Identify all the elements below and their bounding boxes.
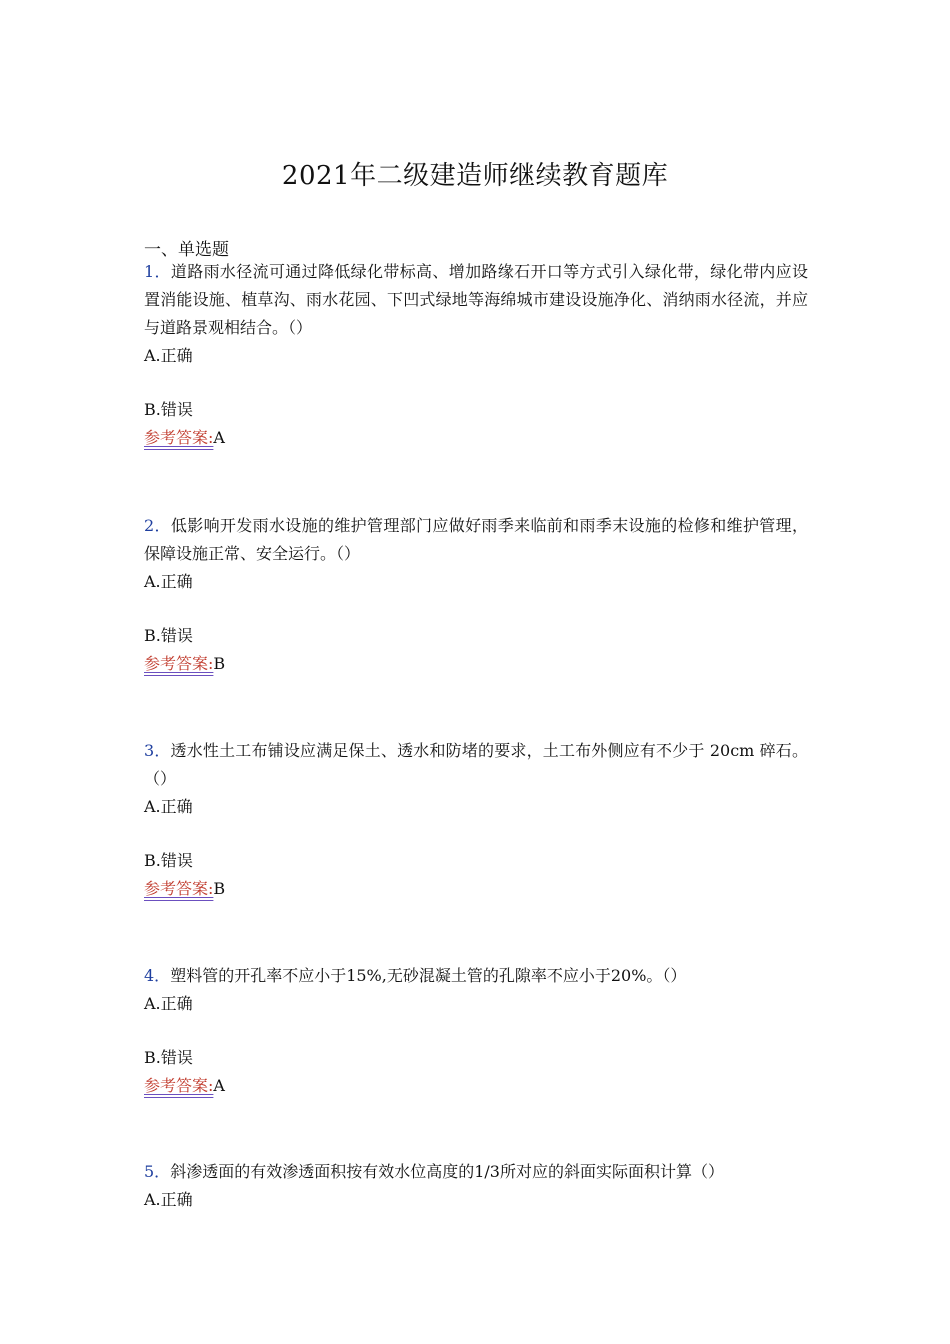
option-b: B.错误 [144, 626, 193, 645]
option-a: A.正确 [144, 346, 193, 365]
answer-line [144, 650, 808, 678]
question-text [144, 737, 808, 793]
question-number: 5． [144, 1162, 171, 1181]
option-b: B.错误 [144, 1048, 193, 1067]
question-body: 透水性土工布铺设应满足保土、透水和防堵的要求，土工布外侧应有不少于 20cm 碎石。（） [144, 741, 808, 788]
question-2 [144, 512, 808, 678]
option-b: B.错误 [144, 851, 193, 870]
question-5 [144, 1158, 808, 1214]
question-1 [144, 258, 808, 452]
question-body: 道路雨水径流可通过降低绿化带标高、增加路缘石开口等方式引入绿化带，绿化带内应设置消能设施、植草沟、雨水花园、下凹式绿地等海绵城市建设设施净化、消纳雨水径流，并应与道路景观相结合。（） [144, 262, 808, 337]
option-a: A.正确 [144, 994, 193, 1013]
question-number: 3． [144, 741, 171, 760]
question-body: 塑料管的开孔率不应小于15%,无砂混凝土管的孔隙率不应小于20%。（） [170, 966, 687, 985]
answer-label: 参考答案: [144, 1076, 214, 1095]
answer-label: 参考答案: [144, 879, 214, 898]
answer-value: A [213, 428, 225, 447]
question-text [144, 1158, 808, 1186]
question-text [144, 512, 808, 568]
answer-label: 参考答案: [144, 654, 214, 673]
document-title: 2021年二级建造师继续教育题库 [281, 161, 669, 191]
answer-line [144, 424, 808, 452]
question-4 [144, 962, 808, 1100]
answer-value: B [213, 654, 226, 673]
question-body: 低影响开发雨水设施的维护管理部门应做好雨季来临前和雨季末设施的检修和维护管理，保障设施正常、安全运行。（） [144, 516, 808, 563]
question-3 [144, 737, 808, 903]
question-body: 斜渗透面的有效渗透面积按有效水位高度的1/3所对应的斜面实际面积计算（） [170, 1162, 724, 1181]
option-b: B.错误 [144, 400, 193, 419]
answer-line [144, 875, 808, 903]
answer-value: A [213, 1076, 225, 1095]
answer-line [144, 1072, 808, 1100]
question-text [144, 962, 808, 990]
question-number: 4． [144, 966, 171, 985]
question-number: 2． [144, 516, 171, 535]
question-number: 1． [144, 262, 171, 281]
section-heading: 一、单选题 [144, 240, 229, 260]
option-a: A.正确 [144, 572, 193, 591]
question-text [144, 258, 808, 342]
option-a: A.正确 [144, 797, 193, 816]
option-a: A.正确 [144, 1190, 193, 1209]
answer-label: 参考答案: [144, 428, 214, 447]
answer-value: B [213, 879, 226, 898]
